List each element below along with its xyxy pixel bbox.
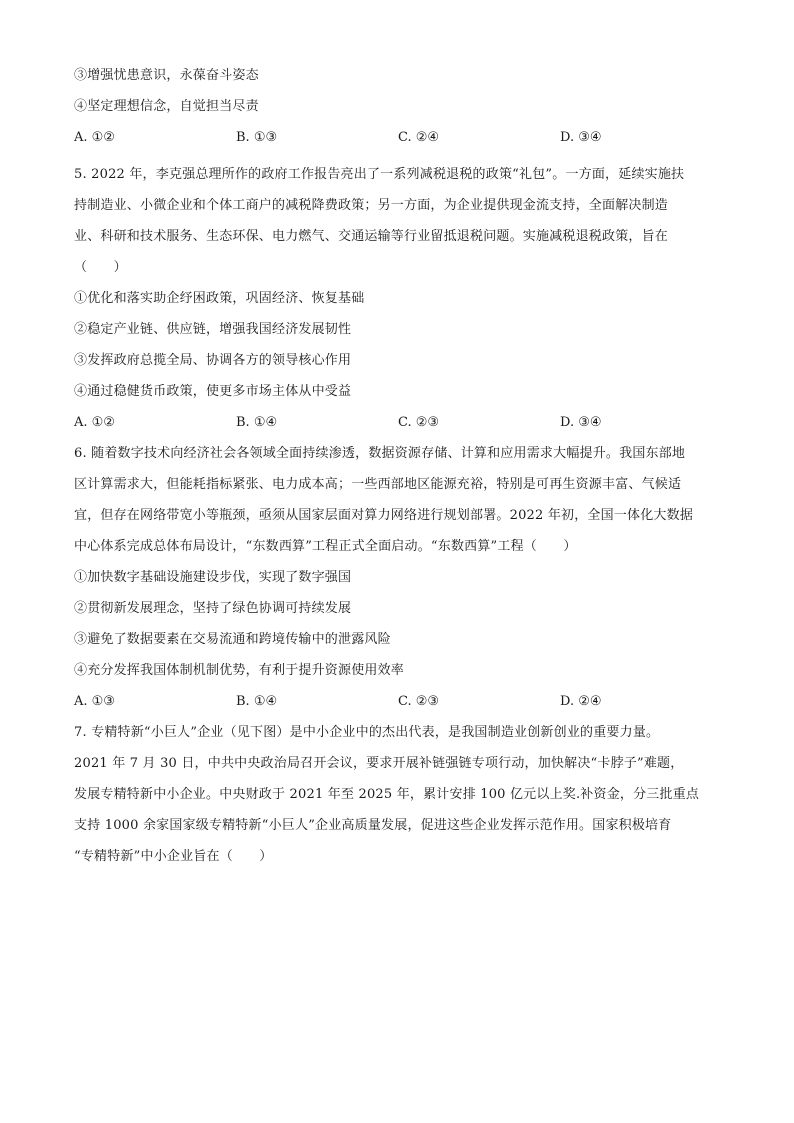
option-d: D. ③④ (560, 415, 602, 430)
question-stem-line: （ ） (74, 260, 127, 275)
choice-item: ④充分发挥我国体制机制优势，有利于提升资源使用效率 (74, 663, 405, 678)
option-a: A. ①② (74, 415, 115, 430)
question-7 (74, 717, 724, 872)
question-stem-line: “专精特新”中小企业旨在（ ） (74, 849, 273, 864)
choice-item: ③增强忧患意识，永葆奋斗姿态 (74, 68, 259, 83)
choice-item: ①优化和落实助企纾困政策，巩固经济、恢复基础 (74, 291, 365, 306)
exam-page (74, 60, 724, 872)
option-b: B. ①③ (236, 130, 278, 145)
option-c: C. ②③ (398, 694, 440, 709)
question-6 (74, 438, 724, 717)
answer-options (74, 122, 724, 153)
option-a: A. ①② (74, 130, 115, 145)
choice-item: ③发挥政府总揽全局、协调各方的领导核心作用 (74, 353, 352, 368)
option-d: D. ②④ (560, 694, 602, 709)
choice-item: ②稳定产业链、供应链，增强我国经济发展韧性 (74, 322, 352, 337)
question-stem-line: 6. 随着数字技术向经济社会各领域全面持续渗透，数据资源存储、计算和应用需求大幅提升。我国东部地 (74, 446, 686, 461)
question-stem-line: 区计算需求大，但能耗指标紧张、电力成本高；一些西部地区能源充裕，特别是可再生资源丰富、气候适 (74, 477, 682, 492)
option-a: A. ①③ (74, 694, 115, 709)
choice-item: ③避免了数据要素在交易流通和跨境传输中的泄露风险 (74, 632, 391, 647)
choice-item: ②贯彻新发展理念，坚持了绿色协调可持续发展 (74, 601, 352, 616)
question-stem-line: 2021 年 7 月 30 日，中共中央政治局召开会议，要求开展补链强链专项行动，加快解决“卡脖子”难题， (74, 756, 684, 771)
question-stem-line: 持制造业、小微企业和个体工商户的减税降费政策；另一方面，为企业提供现金流支持，全面解决制造 (74, 198, 669, 213)
option-d: D. ③④ (560, 130, 602, 145)
choice-item: ①加快数字基础设施建设步伐，实现了数字强国 (74, 570, 352, 585)
question-stem-line: 发展专精特新中小企业。中央财政于 2021 年至 2025 年，累计安排 100 亿元以上奖.补资金，分三批重点 (74, 787, 700, 802)
choice-item: ④坚定理想信念，自觉担当尽责 (74, 99, 259, 114)
answer-options (74, 407, 724, 438)
option-b: B. ①④ (236, 694, 278, 709)
answer-options (74, 686, 724, 717)
option-b: B. ①④ (236, 415, 278, 430)
option-c: C. ②③ (398, 415, 440, 430)
question-stem-line: 支持 1000 余家国家级专精特新“小巨人”企业高质量发展，促进这些企业发挥示范作用。国家积极培育 (74, 818, 672, 833)
choice-item: ④通过稳健货币政策，使更多市场主体从中受益 (74, 384, 352, 399)
question-stem-line: 中心体系完成总体布局设计，“东数西算”工程正式全面启动。“东数西算”工程（ ） (74, 539, 577, 554)
question-stem-line: 5. 2022 年，李克强总理所作的政府工作报告亮出了一系列减税退税的政策“礼包”。一方面，延续实施扶 (74, 167, 685, 182)
question-stem-line: 业、科研和技术服务、生态环保、电力燃气、交通运输等行业留抵退税问题。实施减税退税政策，旨在 (74, 229, 669, 244)
option-c: C. ②④ (398, 130, 440, 145)
question-stem-line: 7. 专精特新“小巨人”企业（见下图）是中小企业中的杰出代表，是我国制造业创新创业的重要力量。 (74, 725, 660, 740)
prev-question (74, 60, 724, 153)
question-stem-line: 宜，但存在网络带宽小等瓶颈，亟须从国家层面对算力网络进行规划部署。2022 年初，全国一体化大数据 (74, 508, 694, 523)
question-5 (74, 159, 724, 438)
